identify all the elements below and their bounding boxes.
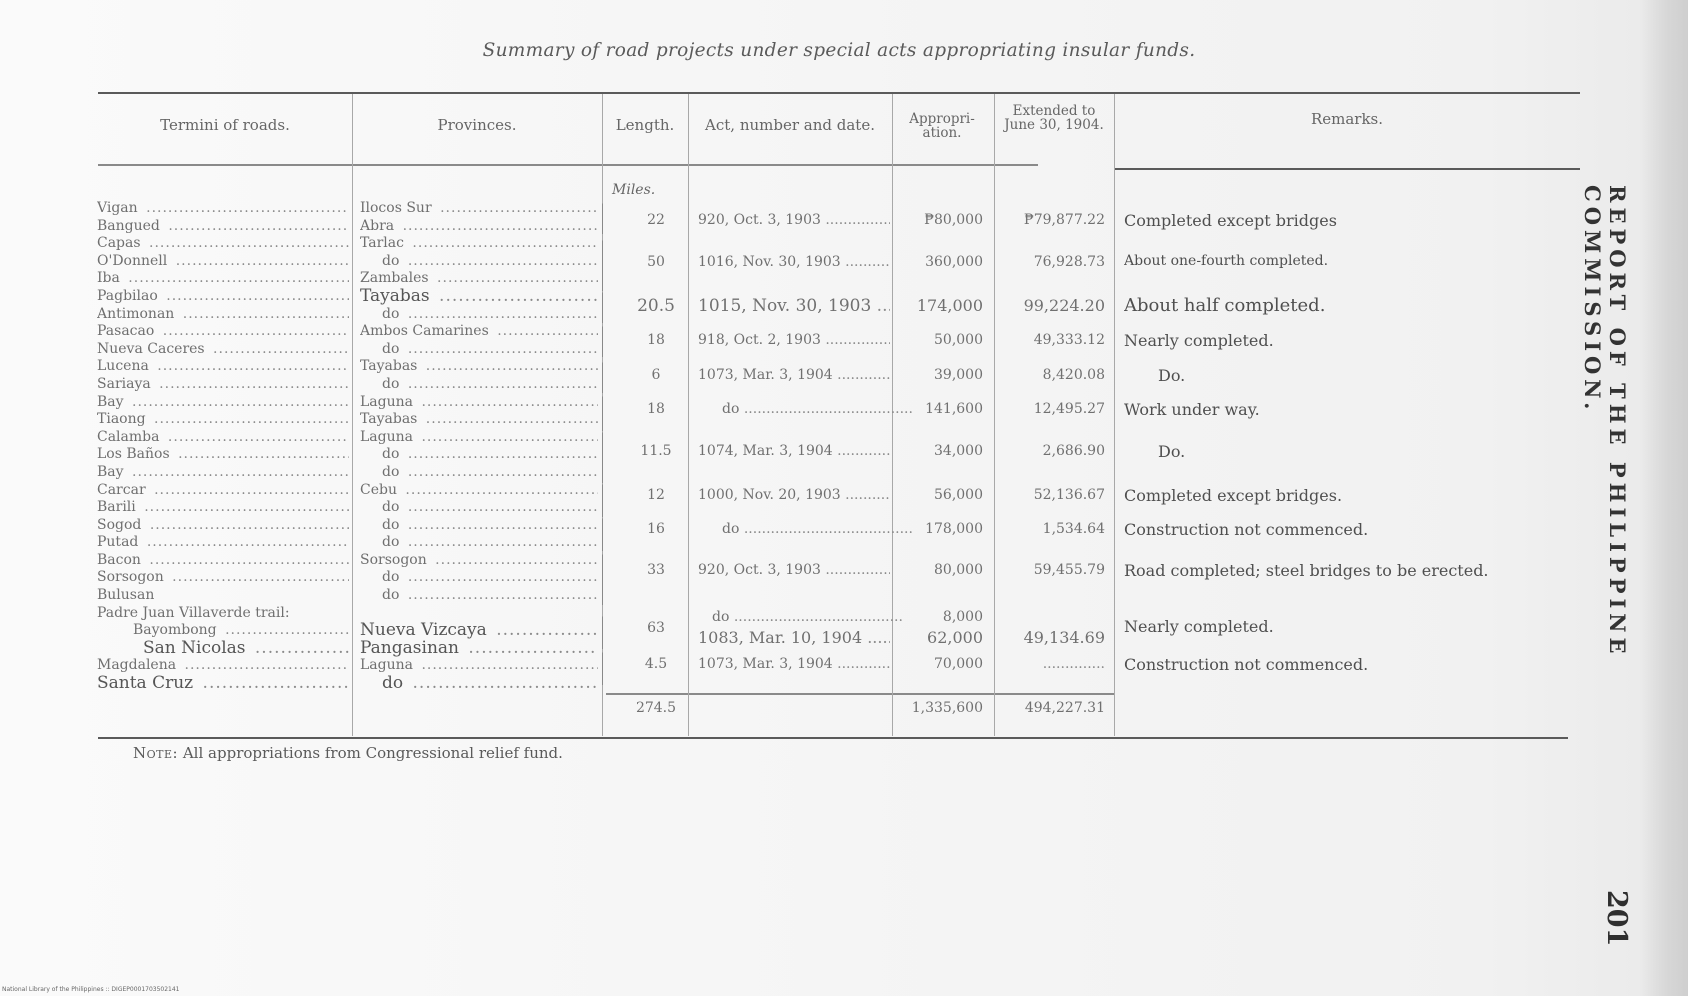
remarks-cell: Completed except bridges [1124, 211, 1337, 230]
province: do ..... [360, 376, 598, 394]
province: Laguna ..... [360, 429, 598, 447]
province: Abra ..... [360, 218, 598, 236]
appropriation-cell-second: 62,000 [927, 628, 983, 647]
page-number: 201 [1601, 890, 1632, 947]
terminus: Calamba ..... [97, 429, 349, 447]
remarks-cell: Nearly completed. [1124, 331, 1274, 350]
terminus: Bacon ..... [97, 552, 349, 570]
appropriation-cell: 141,600 [925, 401, 983, 417]
extended-cell: 59,455.79 [1033, 562, 1105, 578]
header-provinces: Provinces. [437, 116, 517, 134]
header-extended: Extended to June 30, 1904. [1004, 103, 1104, 134]
terminus: Pagbilao ..... [97, 288, 349, 306]
total-appropriation: 1,335,600 [911, 700, 983, 716]
province: Pangasinan ..... [360, 640, 598, 658]
total-extended: 494,227.31 [1024, 700, 1105, 716]
length-units: Miles. [612, 182, 656, 198]
terminus: Bulusan [97, 587, 155, 604]
length-cell: 33 [647, 562, 665, 578]
extended-cell: 52,136.67 [1033, 487, 1105, 503]
appropriation-cell: 178,000 [925, 521, 983, 537]
province: do ..... [360, 446, 598, 464]
province: Cebu ..... [360, 482, 598, 500]
length-cell: 16 [647, 521, 665, 537]
province: Tarlac ..... [360, 235, 598, 253]
terminus: Bay ..... [97, 394, 349, 412]
appropriation-cell: 39,000 [934, 367, 983, 383]
table-title: Summary of road projects under special acts appropriating insular funds. [482, 40, 1196, 61]
running-head: REPORT OF THE PHILIPPINE COMMISSION. [1580, 185, 1630, 659]
province: do ..... [360, 306, 598, 324]
province: Sorsogon ..... [360, 552, 598, 570]
terminus: Pasacao ..... [97, 323, 349, 341]
province: Nueva Vizcaya ..... [360, 622, 598, 640]
length-cell: 12 [647, 487, 665, 503]
province: Laguna ..... [360, 394, 598, 412]
extended-cell: 49,333.12 [1033, 332, 1105, 348]
province: do ..... [360, 341, 598, 359]
terminus: Capas ..... [97, 235, 349, 253]
act-cell: do ..... [698, 401, 914, 417]
remarks-cell: Work under way. [1124, 400, 1260, 419]
remarks-cell: Nearly completed. [1124, 617, 1274, 636]
province: do ..... [360, 517, 598, 535]
appropriation-cell: 174,000 [916, 296, 983, 315]
length-cell: 63 [647, 620, 665, 636]
province: Ambos Camarines ..... [360, 323, 598, 341]
terminus: Lucena ..... [97, 358, 349, 376]
remarks-cell: About one-fourth completed. [1124, 253, 1329, 269]
province: Laguna ..... [360, 657, 598, 675]
appropriation-cell: 34,000 [934, 443, 983, 459]
province: do ..... [360, 253, 598, 271]
terminus: Santa Cruz ..... [97, 675, 349, 693]
terminus: Iba ..... [97, 270, 349, 288]
extended-cell: 2,686.90 [1042, 443, 1105, 459]
province: Tayabas ..... [360, 358, 598, 376]
remarks-cell: Do. [1158, 442, 1186, 461]
remarks-cell: Do. [1158, 366, 1186, 385]
header-remarks: Remarks. [1310, 110, 1384, 128]
extended-cell: .............. [1042, 656, 1105, 672]
extended-cell: 49,134.69 [1023, 628, 1105, 647]
province: do ..... [360, 534, 598, 552]
province: Tayabas ..... [360, 288, 598, 306]
length-cell: 6 [651, 367, 661, 383]
act-cell: 1073, Mar. 3, 1904 ..... [698, 656, 890, 672]
act-cell: 1000, Nov. 20, 1903 ..... [698, 487, 890, 503]
length-cell: 50 [647, 254, 665, 270]
library-stamp: National Library of the Philippines :: DIGEP0001703502141 [2, 986, 180, 993]
extended-cell: ₱79,877.22 [1023, 212, 1105, 228]
act-cell: do ..... [698, 609, 904, 625]
terminus: Sorsogon ..... [97, 569, 349, 587]
appropriation-cell: ₱80,000 [924, 212, 983, 228]
act-cell: do ..... [698, 521, 914, 537]
act-cell-second: 1083, Mar. 10, 1904 ..... [698, 628, 890, 647]
extended-cell: 8,420.08 [1042, 367, 1105, 383]
total-length: 274.5 [635, 700, 677, 716]
province: do ..... [360, 675, 598, 693]
remarks-cell: About half completed. [1124, 295, 1326, 316]
terminus: Nueva Caceres ..... [97, 341, 349, 359]
terminus: Magdalena ..... [97, 657, 349, 675]
terminus: Antimonan ..... [97, 306, 349, 324]
terminus-trail-heading: Padre Juan Villaverde trail: [97, 604, 290, 621]
terminus: Bayombong ..... [97, 622, 349, 640]
province: Tayabas ..... [360, 411, 598, 429]
col-divider-1 [352, 94, 353, 736]
terminus: Putad ..... [97, 534, 349, 552]
terminus: Bangued ..... [97, 218, 349, 236]
length-cell: 22 [647, 212, 665, 228]
appropriation-cell: 360,000 [925, 254, 983, 270]
terminus: Tiaong ..... [97, 411, 349, 429]
terminus: Bay ..... [97, 464, 349, 482]
header-termini: Termini of roads. [160, 116, 290, 134]
appropriation-cell: 70,000 [934, 656, 983, 672]
top-rule [98, 92, 1580, 94]
footnote: Note: All appropriations from Congressional relief fund. [133, 744, 563, 762]
page-edge-shadow [1640, 0, 1688, 996]
province: do ..... [360, 499, 598, 517]
province: Zambales ..... [360, 270, 598, 288]
terminus: O'Donnell ..... [97, 253, 349, 271]
header-bottom-rule-left [98, 164, 1038, 166]
length-cell: 18 [647, 401, 665, 417]
header-act: Act, number and date. [705, 116, 875, 134]
length-cell: 4.5 [644, 656, 668, 672]
act-cell: 920, Oct. 3, 1903 ..... [698, 212, 890, 228]
bottom-rule [98, 737, 1568, 739]
termini-column [97, 200, 349, 693]
header-appropriation: Appropri- ation. [909, 111, 975, 142]
extended-cell: 12,495.27 [1033, 401, 1105, 417]
act-cell: 1015, Nov. 30, 1903 ..... [698, 296, 890, 316]
act-cell: 920, Oct. 3, 1903 ..... [698, 562, 890, 578]
total-rule [606, 693, 1114, 695]
terminus: Sariaya ..... [97, 376, 349, 394]
remarks-cell: Completed except bridges. [1124, 486, 1343, 505]
province: do ..... [360, 464, 598, 482]
header-bottom-rule-right [1115, 168, 1580, 170]
act-cell: 918, Oct. 2, 1903 ..... [698, 332, 890, 348]
province-empty [360, 605, 598, 623]
remarks-cell: Construction not commenced. [1124, 520, 1369, 539]
terminus: Carcar ..... [97, 482, 349, 500]
provinces-column [360, 200, 598, 693]
act-cell: 1016, Nov. 30, 1903 ..... [698, 254, 890, 270]
act-cell: 1074, Mar. 3, 1904 ..... [698, 443, 890, 459]
appropriation-cell: 50,000 [934, 332, 983, 348]
terminus: Vigan ..... [97, 200, 349, 218]
terminus: Los Baños ..... [97, 446, 349, 464]
extended-cell: 76,928.73 [1033, 254, 1105, 270]
appropriation-cell: 8,000 [942, 609, 983, 625]
terminus: Barili ..... [97, 499, 349, 517]
remarks-cell: Construction not commenced. [1124, 655, 1369, 674]
appropriation-cell: 56,000 [934, 487, 983, 503]
extended-cell: 1,534.64 [1042, 521, 1105, 537]
length-cell: 20.5 [637, 296, 675, 316]
act-cell: 1073, Mar. 3, 1904 ..... [698, 367, 890, 383]
length-cell: 11.5 [640, 443, 672, 459]
remarks-cell: Road completed; steel bridges to be erected. [1124, 561, 1489, 580]
terminus: San Nicolas ..... [97, 640, 349, 658]
province: do ..... [360, 569, 598, 587]
terminus: Sogod ..... [97, 517, 349, 535]
province: Ilocos Sur ..... [360, 200, 598, 218]
length-cell: 18 [647, 332, 665, 348]
extended-cell: 99,224.20 [1023, 296, 1105, 315]
header-length: Length. [615, 116, 675, 134]
col-divider-6 [1114, 94, 1115, 736]
province: do ..... [360, 587, 598, 605]
appropriation-cell: 80,000 [934, 562, 983, 578]
